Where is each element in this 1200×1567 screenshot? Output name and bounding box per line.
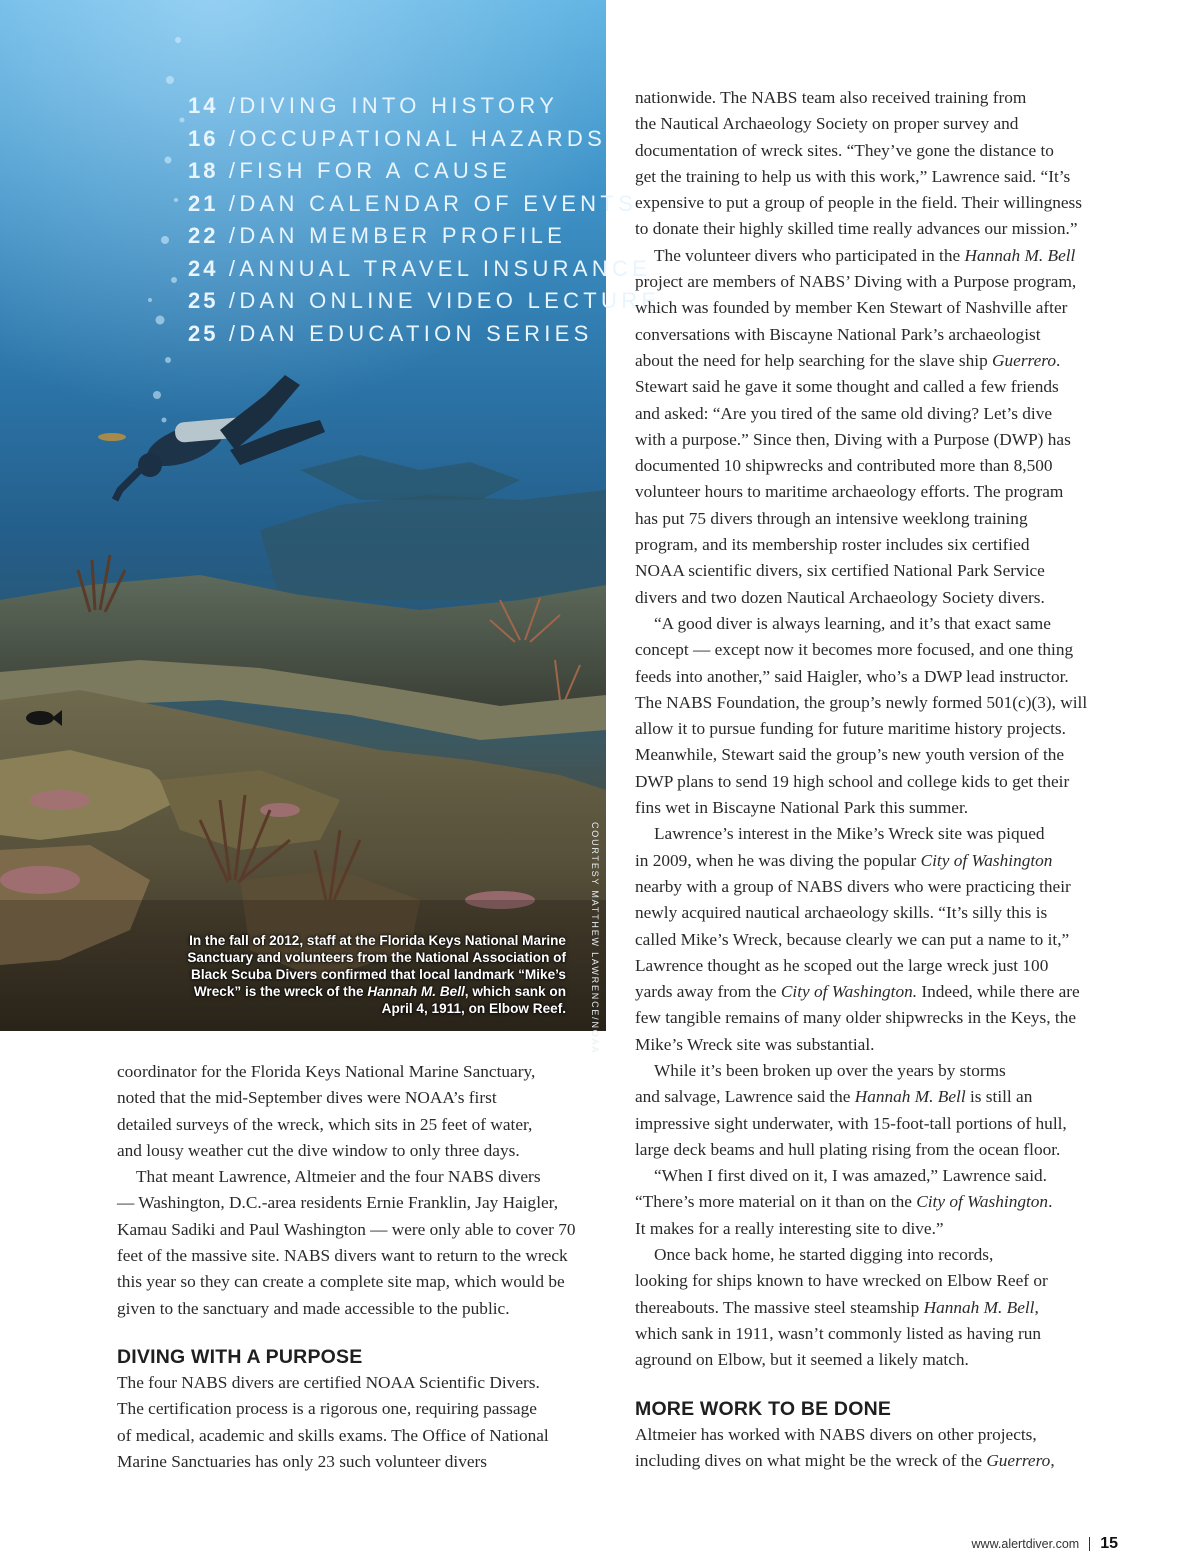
text-line: looking for ships known to have wrecked on Elbow Reef or <box>635 1271 1048 1291</box>
text-line: The four NABS divers are certified NOAA Scientific Divers. <box>117 1372 540 1392</box>
toc-page-number: 25 <box>188 288 219 313</box>
text-line: few tangible remains of many older shipwrecks in the Keys, the <box>635 1008 1077 1028</box>
paragraph <box>635 1163 1125 1242</box>
caption-text-end: , which sank on April 4, 1911, on Elbow Reef. <box>381 984 566 1016</box>
text-line: divers and two dozen Nautical Archaeology Society divers. <box>635 587 1045 607</box>
section-heading: DIVING WITH A PURPOSE <box>117 1345 363 1368</box>
ship-name: Guerrero <box>986 1450 1051 1470</box>
text-line: noted that the mid-September dives were NOAA’s first <box>117 1088 497 1108</box>
text-line: documented 10 shipwrecks and contributed more than 8,500 <box>635 456 1053 476</box>
text-line: The NABS Foundation, the group’s newly formed 501(c)(3), will <box>635 692 1088 712</box>
toc-page-number: 25 <box>188 320 219 346</box>
ship-name: City of Washington <box>916 1192 1049 1212</box>
toc-title: /ANNUAL TRAVEL INSURANCE <box>228 255 652 281</box>
paragraph <box>635 85 1125 243</box>
photo-caption <box>166 932 566 1017</box>
text-line: large deck beams and hull plating rising from the ocean floor. <box>635 1139 1061 1159</box>
text-line: given to the sanctuary and made accessible to the public. <box>117 1298 510 1318</box>
text-line: which sank in 1911, wasn’t commonly listed as having run <box>635 1323 1042 1343</box>
text-line: nearby with a group of NABS divers who were practicing their <box>635 876 1071 896</box>
toc-page-number: 16 <box>188 125 219 151</box>
ship-name: Hannah M. Bell <box>854 1087 966 1107</box>
toc-item[interactable] <box>188 90 660 123</box>
photo-credit-text: COURTESY MATTHEW LAWRENCE/NOAA <box>590 822 600 1055</box>
toc-title: /FISH FOR A CAUSE <box>228 158 512 183</box>
toc-title: /OCCUPATIONAL HAZARDS <box>228 125 607 151</box>
paragraph <box>635 1422 1125 1475</box>
toc-item[interactable] <box>188 285 660 318</box>
text-line: — Washington, D.C.-area residents Ernie Franklin, Jay Haigler, <box>117 1193 559 1213</box>
text-line: impressive sight underwater, with 15-foot-tall portions of hull, <box>635 1113 1067 1133</box>
text-run: , <box>1034 1297 1039 1317</box>
page-number: 15 <box>1100 1535 1118 1552</box>
photo-credit <box>588 822 602 1055</box>
text-line: allow it to pursue funding for future maritime history projects. <box>635 719 1066 739</box>
text-line: expensive to put a group of people in the field. Their willingness <box>635 193 1082 213</box>
text-line <box>635 1448 1125 1474</box>
table-of-contents <box>188 90 660 350</box>
text-line: aground on Elbow, but it seemed a likely match. <box>635 1350 969 1370</box>
text-line: of medical, academic and skills exams. The Office of National <box>117 1425 549 1445</box>
text-line: It makes for a really interesting site to dive.” <box>635 1218 944 1238</box>
text-line <box>635 243 1125 269</box>
text-line: and asked: “Are you tired of the same old diving? Let’s dive <box>635 403 1053 423</box>
text-line <box>635 1084 1125 1110</box>
website-link[interactable]: www.alertdiver.com <box>971 1537 1080 1551</box>
article-left-column <box>117 1059 597 1475</box>
toc-page-number: 21 <box>188 190 219 216</box>
text-run: The volunteer divers who participated in the <box>654 245 965 265</box>
text-line: newly acquired nautical archaeology skills. “It’s silly this is <box>635 903 1048 923</box>
paragraph <box>117 1059 597 1164</box>
paragraph <box>117 1164 597 1322</box>
text-line: feet of the massive site. NABS divers want to return to the wreck <box>117 1246 568 1266</box>
text-run: yards away from the <box>635 982 781 1002</box>
text-line: “A good diver is always learning, and it’s that exact same <box>654 613 1051 633</box>
text-run: is still an <box>965 1087 1033 1107</box>
footer-divider <box>1089 1537 1090 1551</box>
text-line: Meanwhile, Stewart said the group’s new youth version of the <box>635 745 1065 765</box>
paragraph <box>635 1242 1125 1373</box>
ship-name: City of Washington <box>920 850 1053 870</box>
toc-item[interactable] <box>188 318 660 351</box>
text-line <box>635 848 1125 874</box>
text-line: NOAA scientific divers, six certified National Park Service <box>635 561 1045 581</box>
fish-silhouette <box>26 711 54 725</box>
text-run: including dives on what might be the wreck of the <box>635 1450 987 1470</box>
text-line: volunteer hours to maritime archaeology efforts. The program <box>635 482 1064 502</box>
text-line: nationwide. The NABS team also received training from <box>635 88 1027 107</box>
text-line: DWP plans to send 19 high school and college kids to get their <box>635 771 1070 791</box>
text-line: get the training to help us with this work,” Lawrence said. “It’s <box>635 166 1071 186</box>
text-line <box>635 979 1125 1005</box>
toc-title: /DIVING INTO HISTORY <box>228 93 559 118</box>
toc-item[interactable] <box>188 123 660 156</box>
text-line: called Mike’s Wreck, because clearly we can put a name to it,” <box>635 929 1070 949</box>
caption-ship-name: Hannah M. Bell <box>367 984 465 999</box>
paragraph <box>635 611 1125 821</box>
section-heading: MORE WORK TO BE DONE <box>635 1397 892 1420</box>
text-line: detailed surveys of the wreck, which sits in 25 feet of water, <box>117 1114 533 1134</box>
text-line: Once back home, he started digging into records, <box>654 1245 994 1265</box>
text-line: Lawrence thought as he scoped out the large wreck just 100 <box>635 955 1049 975</box>
text-line: this year so they can create a complete site map, which would be <box>117 1272 565 1292</box>
paragraph <box>635 243 1125 611</box>
text-line: program, and its membership roster includes six certified <box>635 535 1030 555</box>
text-line: the Nautical Archaeology Society on proper survey and <box>635 114 1019 134</box>
ship-name: City of Washington. <box>780 982 918 1002</box>
text-run: . <box>1048 1192 1053 1212</box>
text-line: fins wet in Biscayne National Park this summer. <box>635 798 969 818</box>
page-footer <box>972 1535 1118 1553</box>
ship-name: Hannah M. Bell <box>964 245 1076 265</box>
text-line: conversations with Biscayne National Park’s archaeologist <box>635 324 1041 344</box>
text-line: has put 75 divers through an intensive weeklong training <box>635 508 1028 528</box>
text-line: Lawrence’s interest in the Mike’s Wreck site was piqued <box>654 824 1045 844</box>
paragraph <box>635 821 1125 1058</box>
toc-item[interactable] <box>188 253 660 286</box>
article-right-column <box>635 85 1125 1474</box>
text-line: Altmeier has worked with NABS divers on other projects, <box>635 1424 1037 1444</box>
text-line: Marine Sanctuaries has only 23 such volunteer divers <box>117 1451 488 1471</box>
paragraph <box>117 1370 597 1475</box>
text-run: Indeed, while there are <box>917 982 1080 1002</box>
toc-page-number: 24 <box>188 255 219 281</box>
toc-title: /DAN MEMBER PROFILE <box>228 223 567 248</box>
text-run: about the need for help searching for the slave ship <box>635 350 993 370</box>
text-line: about the need for help searching for the slave ship Guerrero. <box>635 350 1061 370</box>
text-line: “When I first dived on it, I was amazed,” Lawrence said. <box>654 1166 1047 1186</box>
text-line: Stewart said he gave it some thought and called a few friends <box>635 377 1059 397</box>
text-line: with a purpose.” Since then, Diving with a Purpose (DWP) has <box>635 429 1071 449</box>
text-run: , <box>1050 1450 1055 1470</box>
toc-title: /DAN EDUCATION SERIES <box>228 320 593 346</box>
text-line: Mike’s Wreck site was substantial. <box>635 1034 875 1054</box>
toc-page-number: 14 <box>188 93 219 118</box>
text-line: The certification process is a rigorous one, requiring passage <box>117 1399 537 1419</box>
toc-title: /DAN CALENDAR OF EVENTS <box>228 190 638 216</box>
text-run: thereabouts. The massive steel steamship <box>635 1297 924 1317</box>
caption-text: In the fall of 2012, staff at the Florida Keys National Marine Sanctuary and volunteers from the National Association of Black Scuba Divers confirmed that local landmark “Mike’s Wreck” is the wreck of the <box>187 933 566 999</box>
ship-name: Guerrero <box>992 350 1057 370</box>
toc-page-number: 22 <box>188 223 219 248</box>
text-line: concept — except now it becomes more focused, and one thing <box>635 640 1074 660</box>
paragraph <box>635 1058 1125 1163</box>
text-line: While it’s been broken up over the years by storms <box>654 1060 1006 1080</box>
toc-item[interactable] <box>188 155 660 188</box>
text-line: and lousy weather cut the dive window to only three days. <box>117 1140 520 1160</box>
text-run: in 2009, when he was diving the popular <box>635 850 921 870</box>
text-line: That meant Lawrence, Altmeier and the four NABS divers <box>136 1167 541 1187</box>
toc-title: /DAN ONLINE VIDEO LECTURE <box>228 288 661 313</box>
text-line: coordinator for the Florida Keys National Marine Sanctuary, <box>117 1062 536 1081</box>
text-line <box>635 1295 1125 1321</box>
text-line <box>635 1189 1125 1215</box>
text-line: to donate their highly skilled time really advances our mission.” <box>635 219 1078 239</box>
text-line: project are members of NABS’ Diving with a Purpose program, <box>635 272 1077 292</box>
toc-page-number: 18 <box>188 158 219 183</box>
cover-photo <box>0 0 661 1055</box>
toc-item[interactable] <box>188 188 660 221</box>
text-line: feeds into another,” said Haigler, who’s a DWP lead instructor. <box>635 666 1069 686</box>
text-line: which was founded by member Ken Stewart of Nashville after <box>635 298 1068 318</box>
text-line: documentation of wreck sites. “They’ve gone the distance to <box>635 140 1054 160</box>
toc-item[interactable] <box>188 220 660 253</box>
text-run: and salvage, Lawrence said the <box>635 1087 855 1107</box>
text-line: Kamau Sadiki and Paul Washington — were only able to cover 70 <box>117 1219 576 1239</box>
text-run: “There’s more material on it than on the <box>635 1192 917 1212</box>
ship-name: Hannah M. Bell <box>923 1297 1035 1317</box>
